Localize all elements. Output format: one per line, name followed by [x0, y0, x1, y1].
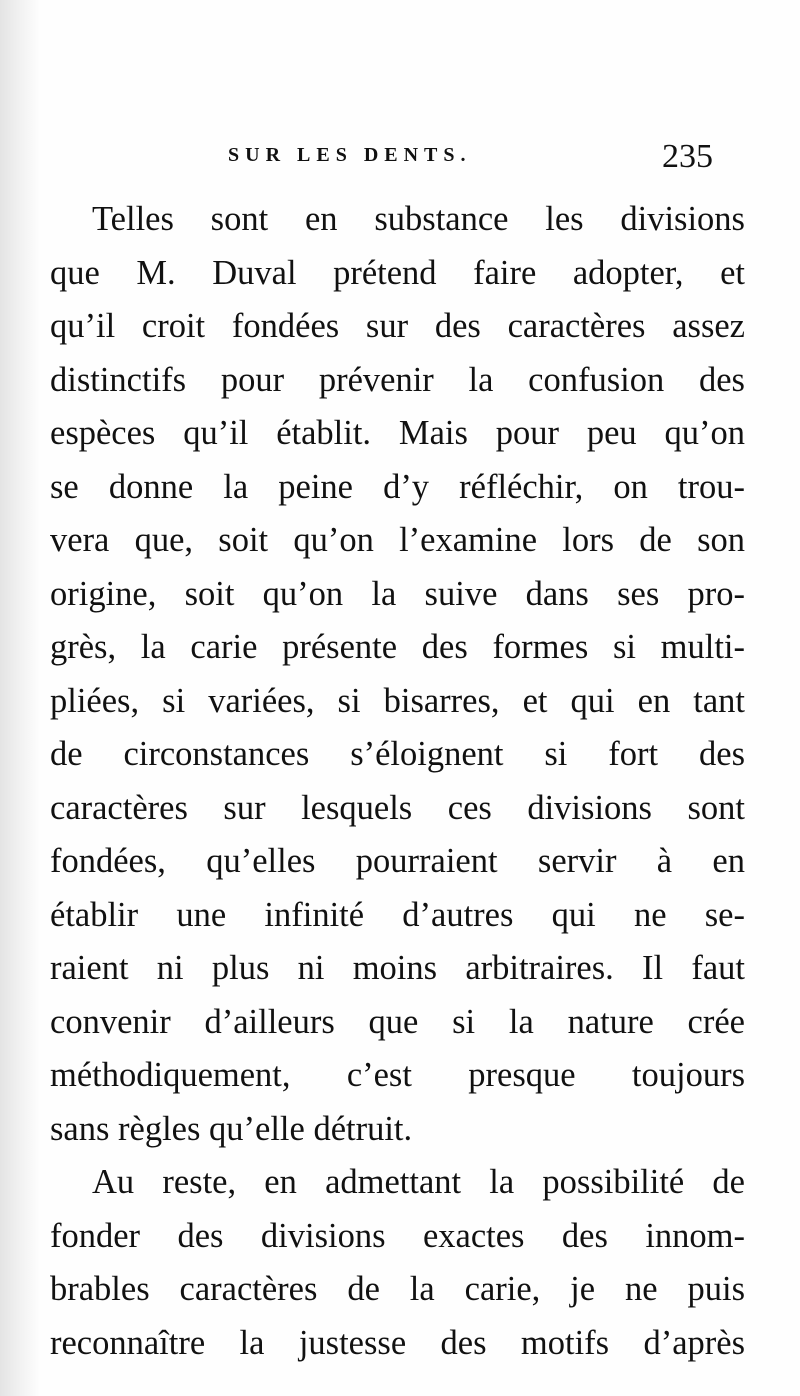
text-line: établir une infinité d’autres qui ne se- — [50, 895, 745, 934]
paragraph-1 — [50, 193, 745, 1156]
text-line: reconnaître la justesse des motifs d’après — [50, 1323, 745, 1362]
text-line: se donne la peine d’y réfléchir, on trou- — [50, 467, 745, 506]
text-line: grès, la carie présente des formes si multi- — [50, 628, 745, 666]
page-number: 235 — [662, 138, 713, 175]
text-line: de circonstances s’éloignent si fort des — [50, 735, 745, 773]
text-line: raient ni plus ni moins arbitraires. Il faut — [50, 949, 745, 987]
binding-shadow — [0, 0, 40, 1396]
text-line: brables caractères de la carie, je ne puis — [50, 1270, 745, 1308]
text-line: espèces qu’il établit. Mais pour peu qu’on — [50, 414, 745, 452]
running-head — [0, 138, 800, 178]
body-text — [50, 193, 745, 1370]
text-line: vera que, soit qu’on l’examine lors de son — [50, 521, 745, 559]
text-line: méthodiquement, c’est presque toujours — [50, 1056, 745, 1094]
text-line: Au reste, en admettant la possibilité de — [92, 1163, 745, 1201]
text-line: pliées, si variées, si bisarres, et qui en tant — [50, 681, 745, 720]
text-line: Telles sont en substance les divisions — [92, 200, 745, 238]
text-line: fonder des divisions exactes des innom- — [50, 1216, 745, 1255]
text-line: fondées, qu’elles pourraient servir à en — [50, 842, 745, 880]
text-line: origine, soit qu’on la suive dans ses pro- — [50, 574, 745, 613]
text-line: que M. Duval prétend faire adopter, et — [50, 253, 745, 292]
text-line: qu’il croit fondées sur des caractères assez — [50, 307, 745, 345]
paragraph-2 — [50, 1156, 745, 1370]
text-line: distinctifs pour prévenir la confusion des — [50, 360, 745, 399]
running-title: SUR LES DENTS. — [228, 144, 472, 166]
text-line: sans règles qu’elle détruit. — [50, 1109, 413, 1148]
text-line: caractères sur lesquels ces divisions sont — [50, 788, 745, 827]
text-line: convenir d’ailleurs que si la nature crée — [50, 1002, 745, 1041]
